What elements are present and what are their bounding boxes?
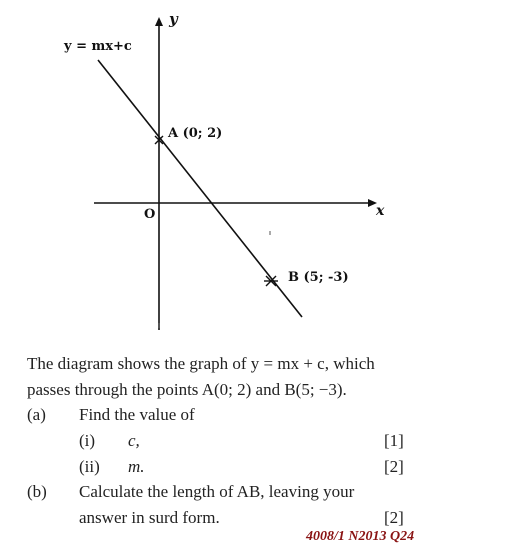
origin-label: O	[144, 207, 156, 222]
part-a-text: Find the value of	[79, 405, 195, 424]
part-a-i-label: (i)	[79, 431, 96, 450]
part-a-i-text: c,	[128, 431, 140, 450]
graph-line	[98, 60, 302, 317]
part-a-label: (a)	[27, 405, 46, 424]
question-intro-line-2: passes through the points A(0; 2) and B(5; −3).	[27, 380, 347, 399]
question-reference: 4008/1 N2013 Q24	[306, 529, 415, 544]
part-b-line-2: answer in surd form.	[79, 508, 220, 527]
part-b-marks: [2]	[384, 508, 404, 527]
x-axis-label: x	[376, 203, 385, 219]
question-intro-line-1: The diagram shows the graph of y = mx + c, which	[27, 354, 375, 373]
part-a-ii-label: (ii)	[79, 457, 100, 476]
part-a-ii-text: m.	[128, 457, 145, 476]
y-axis-arrow	[155, 17, 163, 26]
part-b-label: (b)	[27, 482, 47, 501]
point-a-label: A (0; 2)	[168, 126, 223, 141]
point-b-label: B (5; -3)	[288, 270, 349, 285]
part-a-ii-marks: [2]	[384, 457, 404, 476]
y-axis-label: y	[169, 10, 178, 28]
part-b-line-1: Calculate the length of AB, leaving your	[79, 482, 355, 501]
line-label: y = mx+c	[64, 39, 132, 54]
part-a-i-marks: [1]	[384, 431, 404, 450]
